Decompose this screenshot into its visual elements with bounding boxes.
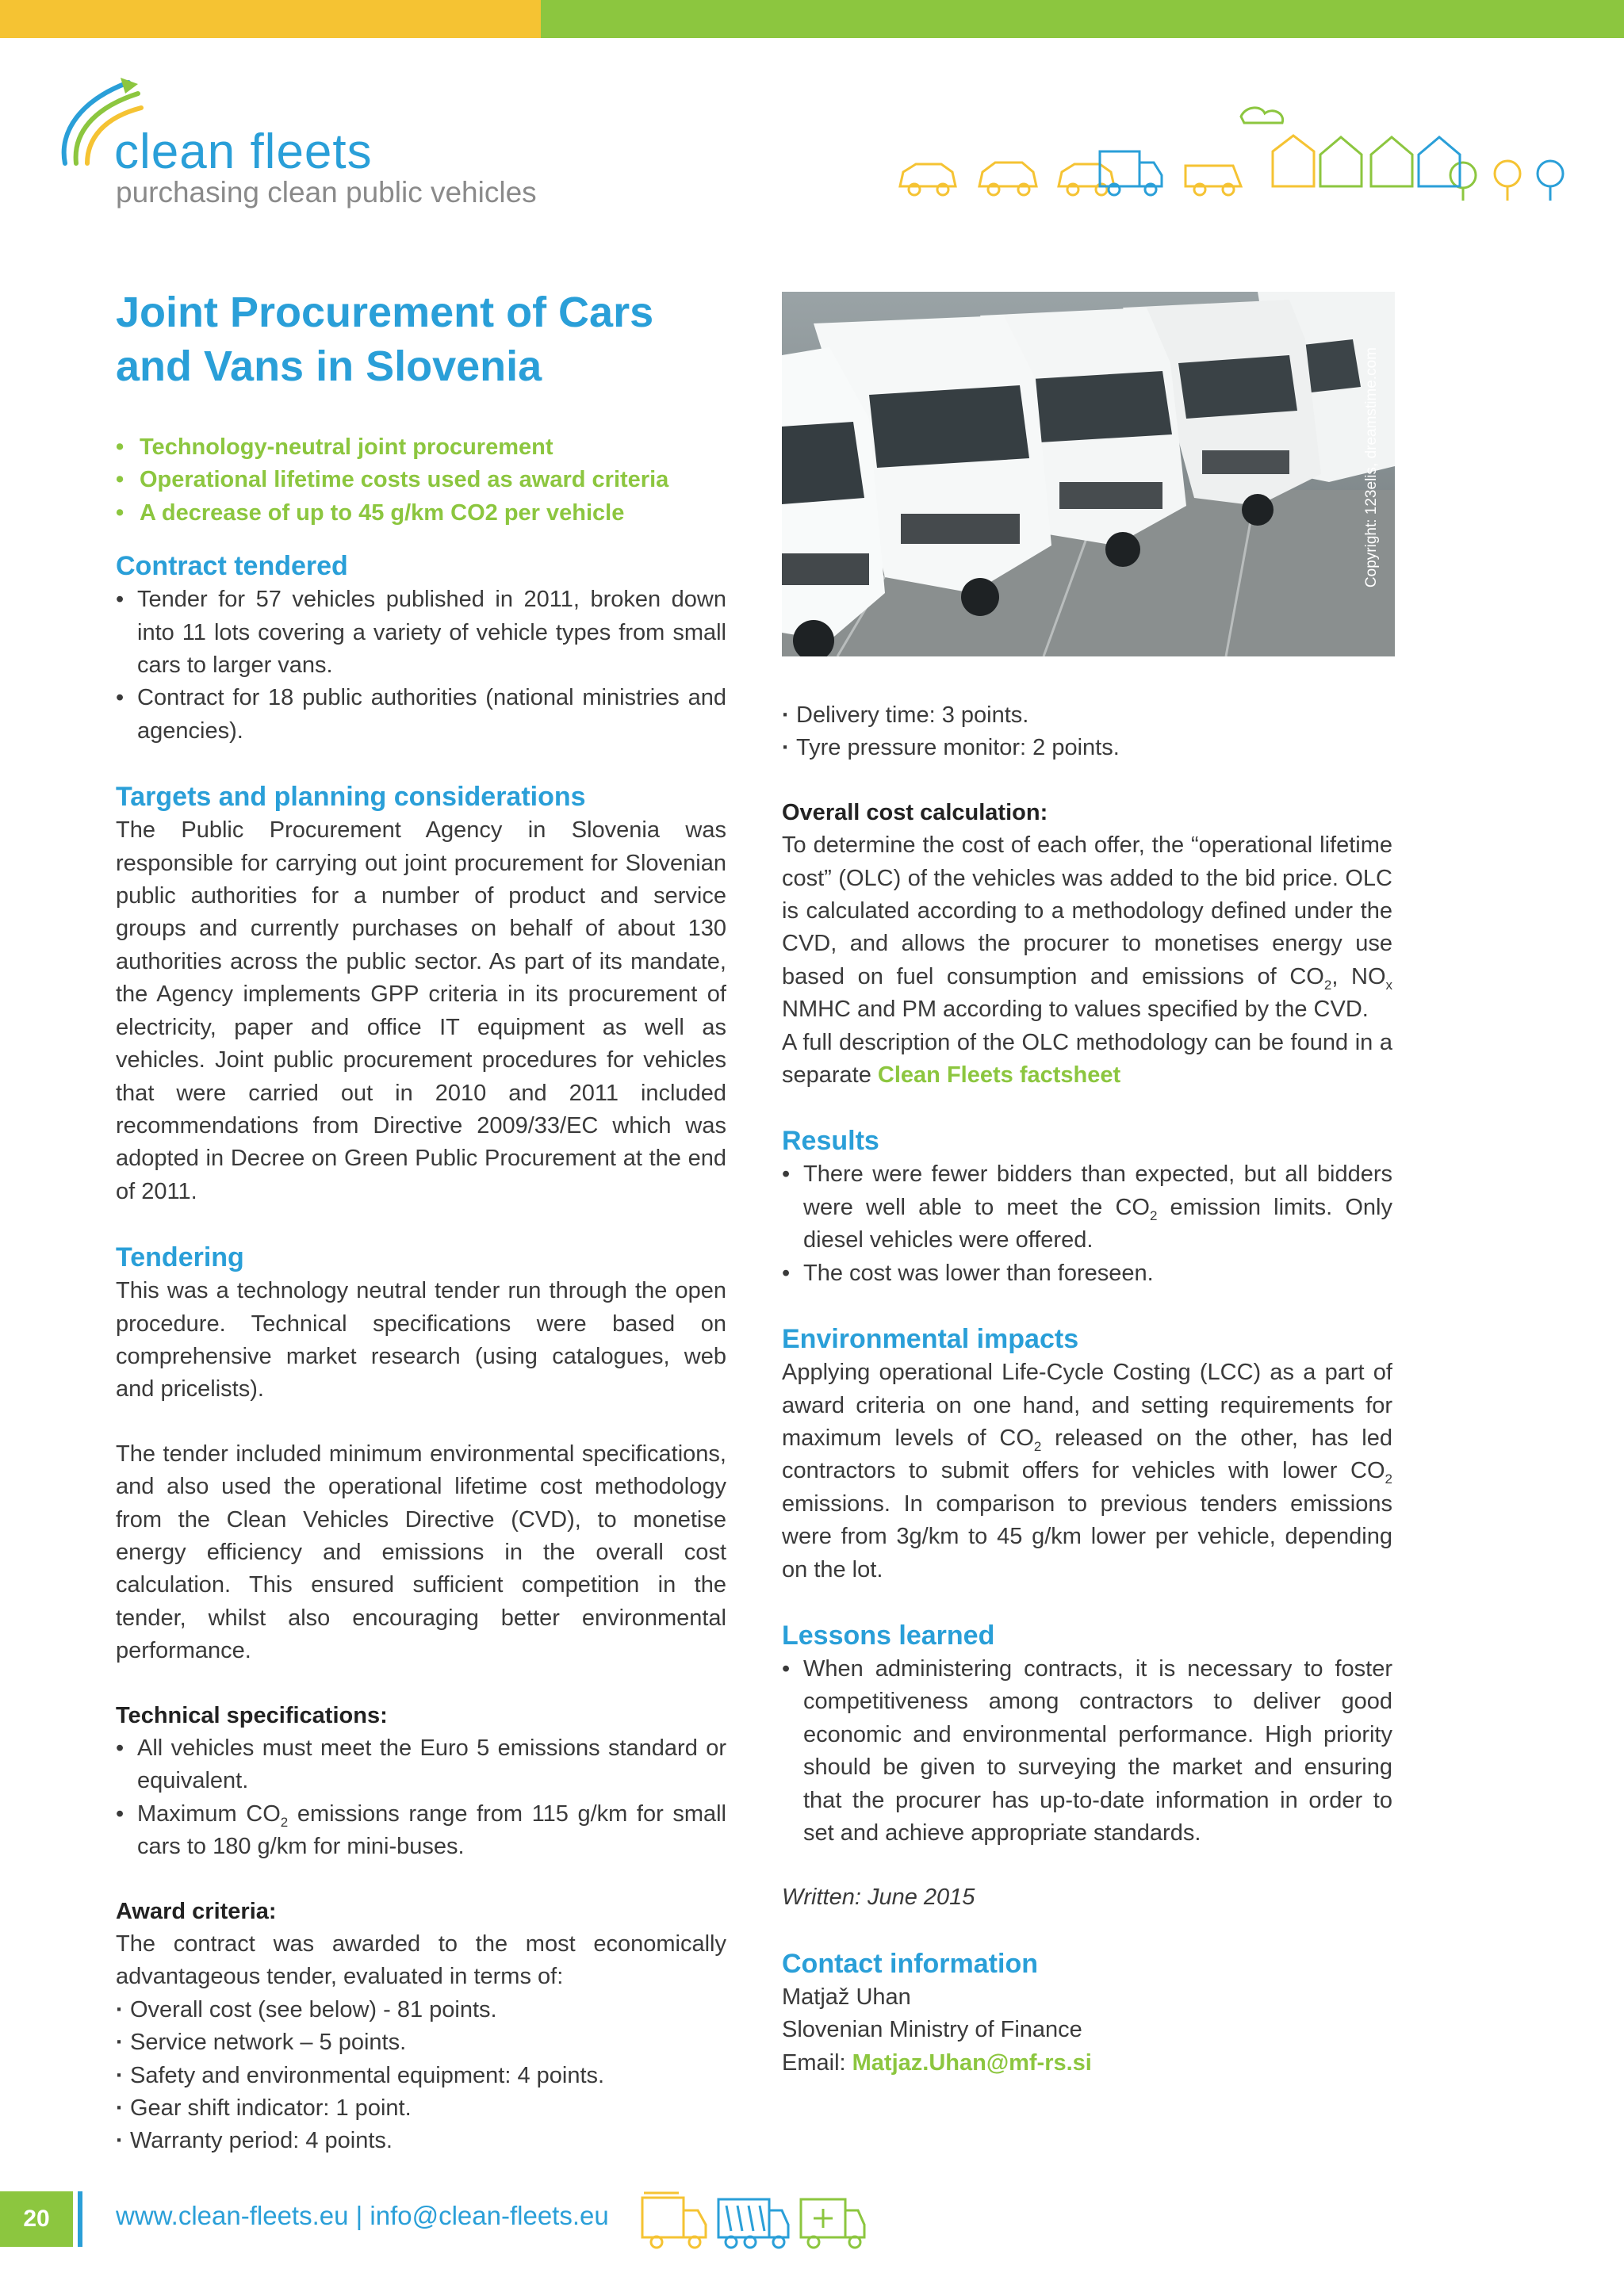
award-list-part-1 xyxy=(116,1994,726,2158)
footer-trucks-icon xyxy=(639,2179,869,2258)
cost-calc-paragraph-2: A full description of the OLC methodology can be found in a separate Clean Fleets factsheet xyxy=(782,1029,1392,1089)
award-item: · Service network – 5 points. xyxy=(116,2026,726,2059)
contact-heading: Contact information xyxy=(782,1948,1038,1979)
contact-email-line: Email: Matjaz.Uhan@mf-rs.si xyxy=(782,2049,1092,2076)
tendering-paragraph-1: This was a technology neutral tender run through the open procedure. Technical specifications were based on comprehensive market research (using catalogues, web and pricelists). xyxy=(116,1278,726,1402)
written-date: Written: June 2015 xyxy=(782,1885,975,1911)
results-heading: Results xyxy=(782,1126,879,1157)
page-number-divider xyxy=(78,2191,82,2247)
top-bar-green xyxy=(541,0,1624,38)
tech-specs-list xyxy=(116,1732,726,1864)
vans-photo xyxy=(782,292,1395,656)
logo-tagline: purchasing clean public vehicles xyxy=(116,176,537,209)
clean-fleets-logo xyxy=(41,76,537,219)
award-item: · Overall cost (see below) - 81 points. xyxy=(116,1994,726,2026)
highlight-item: • A decrease of up to 45 g/km CO2 per vehicle xyxy=(116,497,726,530)
left-column xyxy=(116,285,726,2158)
highlight-item: • Technology-neutral joint procurement xyxy=(116,431,726,464)
award-item: · Gear shift indicator: 1 point. xyxy=(116,2092,726,2125)
results-item: • The cost was lower than foreseen. xyxy=(782,1257,1392,1290)
contract-heading: Contract tendered xyxy=(116,551,348,582)
contact-org: Slovenian Ministry of Finance xyxy=(782,2017,1082,2043)
env-heading: Environmental impacts xyxy=(782,1324,1079,1355)
award-item: · Safety and environmental equipment: 4 points. xyxy=(116,2060,726,2092)
highlight-item: • Operational lifetime costs used as award criteria xyxy=(116,464,726,496)
cost-calc-paragraph-1: To determine the cost of each offer, the “operational lifetime cost” (OLC) of the vehicles was added to the bid price. OLC is calculated according to a methodology defined under the CVD, and allows the procurer to monetises energy use based on fuel consumption and emissions of $CO_2$, $NO_x$ NMHC and PM according to values specified by the CVD. xyxy=(782,832,1392,1023)
top-bar-yellow xyxy=(0,0,541,38)
tendering-heading: Tendering xyxy=(116,1242,244,1273)
tech-specs-heading: Technical specifications: xyxy=(116,1702,388,1728)
award-heading: Award criteria: xyxy=(116,1898,277,1924)
vehicles-and-houses-decoration-icon xyxy=(892,99,1606,210)
award-item: · Warranty period: 4 points. xyxy=(116,2125,726,2157)
page-title: Joint Procurement of Cars and Vans in Slovenia xyxy=(116,289,654,390)
targets-text: The Public Procurement Agency in Slovenia was responsible for carrying out joint procurement for Slovenian public authorities for a number of product and service groups and currently purchases on behalf of about 130 authorities across the public sector. As part of its mandate, the Agency implements GPP criteria in its procurement of electricity, paper and office IT equipment as well as vehicles. Joint public procurement procedures for vehicles that were carried out in 2010 and 2011 included recommendations from Directive 2009/33/EC which was adopted in Decree on Green Public Procurement at the end of 2011. xyxy=(116,817,726,1204)
award-item: · Delivery time: 3 points. xyxy=(782,699,1392,732)
contact-name: Matjaž Uhan xyxy=(782,1984,911,2010)
contact-email-link[interactable]: Matjaz.Uhan@mf-rs.si xyxy=(852,2049,1092,2076)
right-column xyxy=(782,699,1392,2080)
lessons-item: • When administering contracts, it is necessary to foster competitiveness among contractors to deliver good economic and environmental performance. High priority should be given to surveying the market and ensuring that the procurer has up-to-date information in order to set and achieve appropriate standards. xyxy=(782,1653,1392,1850)
targets-heading: Targets and planning considerations xyxy=(116,782,586,813)
award-item: · Tyre pressure monitor: 2 points. xyxy=(782,732,1392,764)
white-vans-image xyxy=(782,292,1395,656)
logo-name: clean fleets xyxy=(114,124,373,179)
photo-copyright: Copyright: 123elis, dreamstime.com xyxy=(1363,347,1380,588)
contract-item: • Tender for 57 vehicles published in 2011, broken down into 11 lots covering a variety of vehicle types from small cars to larger vans. xyxy=(116,584,726,682)
tech-spec-item: • All vehicles must meet the Euro 5 emissions standard or equivalent. xyxy=(116,1732,726,1798)
lessons-list xyxy=(782,1653,1392,1850)
env-text: Applying operational Life-Cycle Costing (LCC) as a part of award criteria on one hand, and setting requirements for maximum levels of $CO_2$ released on the other, has led contractors to submit offers for vehicles with lower $CO_2$ emissions. In comparison to previous tenders emissions were from 3g/km to 45 g/km lower per vehicle, depending on the lot. xyxy=(782,1360,1393,1582)
footer-contact[interactable]: www.clean-fleets.eu | info@clean-fleets.eu xyxy=(116,2201,609,2230)
page-number: 20 xyxy=(0,2191,73,2247)
contract-list xyxy=(116,584,726,748)
tendering-paragraph-2: The tender included minimum environmental specifications, and also used the operational lifetime cost methodology from the Clean Vehicles Directive (CVD), to monetise energy efficiency and emissions in the overall cost calculation. This ensured sufficient competition in the tender, whilst also encouraging better environmental performance. xyxy=(116,1441,726,1664)
results-list xyxy=(782,1158,1392,1290)
award-intro: The contract was awarded to the most economically advantageous tender, evaluated in terms of: xyxy=(116,1931,726,1990)
award-list-part-2 xyxy=(782,699,1392,765)
lessons-heading: Lessons learned xyxy=(782,1620,995,1651)
factsheet-link[interactable]: Clean Fleets factsheet xyxy=(877,1062,1121,1089)
highlights-list xyxy=(116,431,726,530)
contract-item: • Contract for 18 public authorities (national ministries and agencies). xyxy=(116,682,726,748)
tech-spec-item: • Maximum $CO_2$ emissions range from 115 g/km for small cars to 180 g/km for mini-buses. xyxy=(116,1798,726,1864)
results-item: • There were fewer bidders than expected, but all bidders were well able to meet the $CO_2$ emission limits. Only diesel vehicles were offered. xyxy=(782,1158,1392,1257)
cost-calc-heading: Overall cost calculation: xyxy=(782,799,1048,825)
